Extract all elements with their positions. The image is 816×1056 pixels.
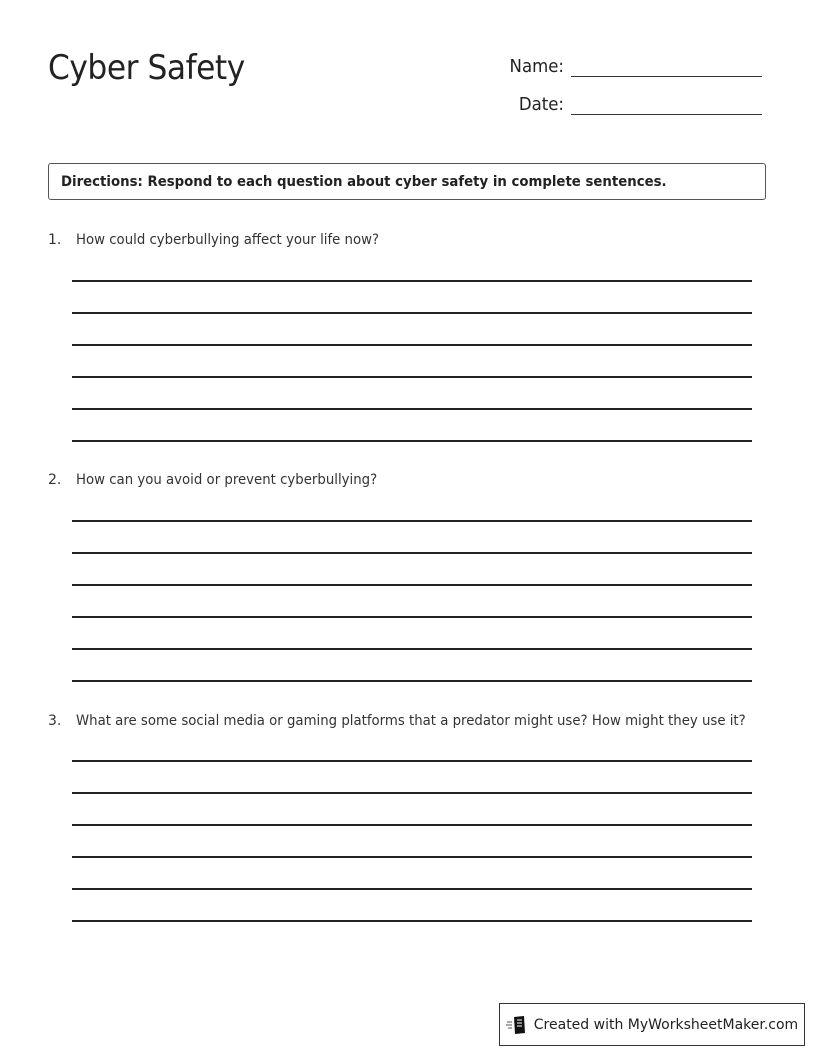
answer-line[interactable] bbox=[72, 760, 752, 762]
answer-line[interactable] bbox=[72, 520, 752, 522]
directions-box bbox=[48, 163, 766, 200]
question-2 bbox=[48, 472, 393, 488]
question-text: How could cyberbullying affect your life now? bbox=[76, 232, 380, 248]
worksheet-maker-logo-icon bbox=[506, 1014, 528, 1036]
footer-badge bbox=[499, 1003, 805, 1046]
answer-line[interactable] bbox=[72, 408, 752, 410]
date-input-line[interactable] bbox=[571, 92, 762, 115]
answer-line[interactable] bbox=[72, 680, 752, 682]
directions-text: Directions: Respond to each question about cyber safety in complete sentences. bbox=[61, 173, 667, 190]
question-number: 1. bbox=[48, 232, 62, 248]
worksheet-title: Cyber Safety bbox=[48, 48, 245, 88]
answer-line[interactable] bbox=[72, 888, 752, 890]
question-number: 3. bbox=[48, 713, 62, 729]
name-field bbox=[504, 54, 762, 77]
answer-line[interactable] bbox=[72, 648, 752, 650]
answer-line[interactable] bbox=[72, 312, 752, 314]
footer-text: Created with MyWorksheetMaker.com bbox=[533, 1016, 799, 1033]
answer-line[interactable] bbox=[72, 280, 752, 282]
date-field bbox=[504, 92, 762, 115]
question-number: 2. bbox=[48, 472, 62, 488]
question-text: What are some social media or gaming platforms that a predator might use? How might they use it? bbox=[76, 713, 746, 729]
answer-line[interactable] bbox=[72, 552, 752, 554]
question-3 bbox=[48, 713, 781, 729]
date-label: Date: bbox=[518, 94, 564, 115]
answer-line[interactable] bbox=[72, 824, 752, 826]
answer-line[interactable] bbox=[72, 856, 752, 858]
answer-line[interactable] bbox=[72, 616, 752, 618]
name-input-line[interactable] bbox=[571, 54, 762, 77]
answer-line[interactable] bbox=[72, 344, 752, 346]
answer-line[interactable] bbox=[72, 440, 752, 442]
question-1 bbox=[48, 232, 395, 248]
answer-line[interactable] bbox=[72, 584, 752, 586]
name-label: Name: bbox=[509, 56, 564, 77]
question-text: How can you avoid or prevent cyberbullying? bbox=[76, 472, 378, 488]
answer-line[interactable] bbox=[72, 792, 752, 794]
answer-line[interactable] bbox=[72, 376, 752, 378]
answer-line[interactable] bbox=[72, 920, 752, 922]
